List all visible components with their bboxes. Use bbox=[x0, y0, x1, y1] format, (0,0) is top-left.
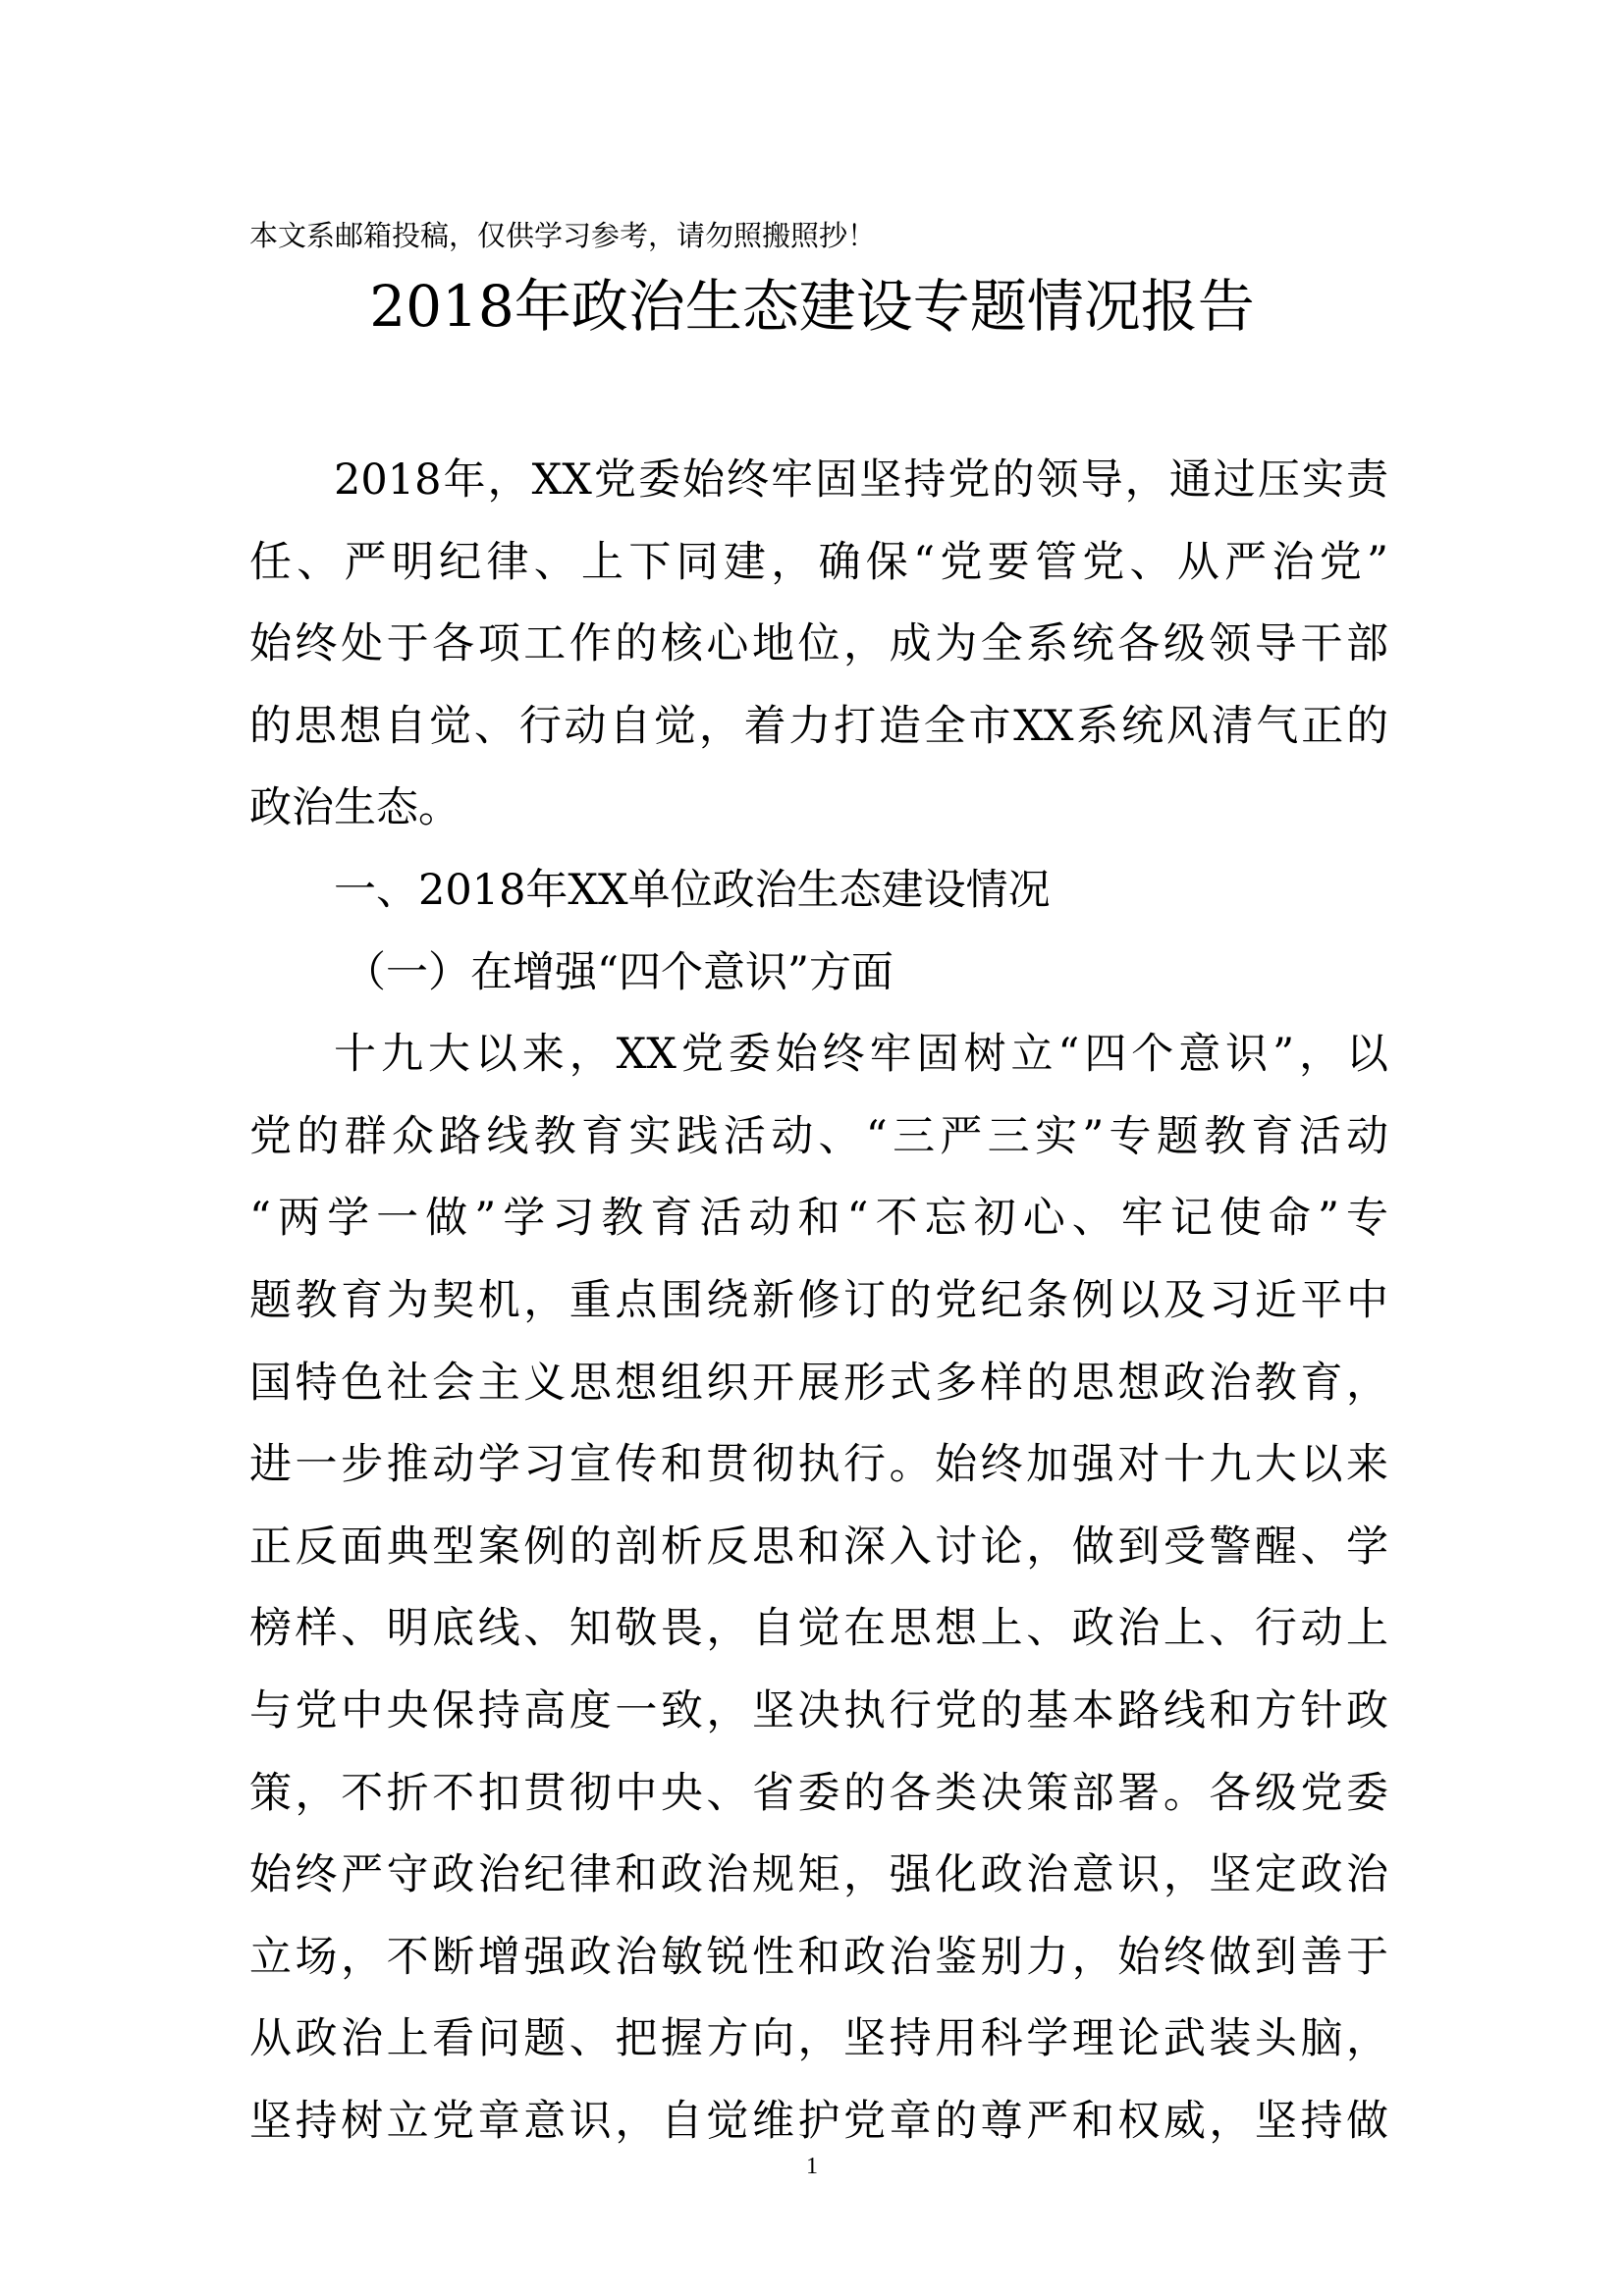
body-line: 正反面典型案例的剖析反思和深入讨论，做到受警醒、学 bbox=[249, 1522, 1388, 1572]
body-line: 坚持树立党章意识，自觉维护党章的尊严和权威，坚持做 bbox=[249, 2096, 1388, 2146]
body-line: 国特色社会主义思想组织开展形式多样的思想政治教育， bbox=[249, 1358, 1388, 1408]
submission-notice: 本文系邮箱投稿，仅供学习参考，请勿照搬照抄！ bbox=[249, 219, 877, 252]
body-line: 题教育为契机，重点围绕新修订的党纪条例以及习近平中 bbox=[249, 1275, 1388, 1325]
body-line: 榜样、明底线、知敬畏，自觉在思想上、政治上、行动上 bbox=[249, 1604, 1388, 1654]
page-number: 1 bbox=[806, 2154, 818, 2179]
body-line: 任、严明纪律、上下同建，确保“党要管党、从严治党” bbox=[249, 537, 1388, 587]
body-line: 与党中央保持高度一致，坚决执行党的基本路线和方针政 bbox=[249, 1685, 1388, 1735]
section-heading: 一、2018年XX单位政治生态建设情况 bbox=[334, 865, 1051, 915]
subsection-heading: （一）在增强“四个意识”方面 bbox=[344, 947, 893, 997]
body-line: 十九大以来，XX党委始终牢固树立“四个意识”，以 bbox=[334, 1030, 1388, 1080]
body-line: 从政治上看问题、把握方向，坚持用科学理论武装头脑， bbox=[249, 2014, 1388, 2064]
body-line: 立场，不断增强政治敏锐性和政治鉴别力，始终做到善于 bbox=[249, 1932, 1388, 1982]
body-line: 策，不折不扣贯彻中央、省委的各类决策部署。各级党委 bbox=[249, 1768, 1388, 1818]
body-line: 政治生态。 bbox=[249, 783, 460, 833]
body-line: “两学一做”学习教育活动和“不忘初心、牢记使命”专 bbox=[249, 1194, 1388, 1244]
report-body bbox=[249, 440, 1388, 2163]
body-line: 始终严守政治纪律和政治规矩，强化政治意识，坚定政治 bbox=[249, 1850, 1388, 1900]
body-line: 2018年，XX党委始终牢固坚持党的领导，通过压实责 bbox=[334, 455, 1388, 505]
body-line: 的思想自觉、行动自觉，着力打造全市XX系统风清气正的 bbox=[249, 701, 1388, 751]
body-line: 进一步推动学习宣传和贯彻执行。始终加强对十九大以来 bbox=[249, 1440, 1388, 1490]
body-line: 始终处于各项工作的核心地位，成为全系统各级领导干部 bbox=[249, 619, 1388, 669]
body-line: 党的群众路线教育实践活动、“三严三实”专题教育活动 bbox=[249, 1111, 1388, 1161]
page-title: 2018年政治生态建设专题情况报告 bbox=[369, 273, 1255, 340]
